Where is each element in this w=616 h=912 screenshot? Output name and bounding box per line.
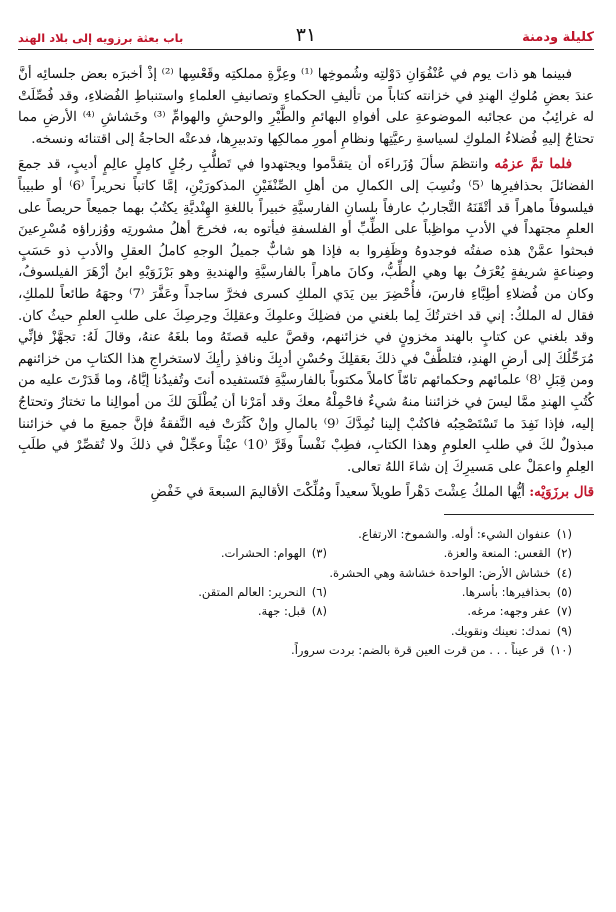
footnote-number: (١٠) <box>550 643 572 658</box>
footnote-text: نمدك: نعينك ونقويك. <box>450 623 551 638</box>
footnote-number: (٣) <box>311 546 327 561</box>
footnote-row <box>18 622 572 641</box>
paragraph-1: فبينما هو ذات يوم في عُنْفُوَانِ دَوْلتِه وشُموخِها ⁽¹⁾ وعِزَّةِ مملكتِه وقَعْسِها ⁽²⁾ إذْ أخبرَه بعض جلسائِه أنَّ عندَ بعضِ مُلوكِ الهندِ في خزانته كتاباً من تأليفِ الحكماءِ وتصانيفِ العلماءِ واستنباطِ الفُضلاءِ، وقد فُصِّلَتْ له غرائِبُ من عجائبه الموضوعةِ على أفواهِ البهائمِ والطَّيْرِ والوحشِ والهوامِّ ⁽³⁾ وخَشاشِ ⁽⁴⁾ الأرضِ مما تحتاجُ إليهِ فُضلاءُ الملوكِ لسياسةِ رعيَّتِها ونظامِ أمورِ ممالكِها وتدبيرِها، فدعتْه الحاجةُ إلى اقتنائه ونسخه. <box>18 67 594 147</box>
footnote-divider <box>444 514 594 515</box>
paragraph-3-text: أيُّها الملكُ عِشْتَ دَهْراً طويلاً سعيداً ومُلِّكْتَ الأقاليمَ السبعةَ في خَفْضِ <box>150 485 530 501</box>
rubric-heading: فلما تمَّ عزمُه <box>494 156 572 173</box>
paragraph-2 <box>18 154 594 478</box>
footnote-text: النحرير: العالم المتقن. <box>198 585 306 600</box>
footnote <box>198 583 327 602</box>
footnote <box>221 544 327 563</box>
footnote-number: (٥) <box>556 585 572 600</box>
footnote-number: (٤) <box>556 565 572 580</box>
footnote <box>327 602 572 621</box>
paragraph-3 <box>18 482 594 504</box>
footnote-row <box>18 564 572 583</box>
footnote-text: عفر وجهه: مرغه. <box>467 604 551 619</box>
footnote-row <box>18 525 572 544</box>
paragraph-2-text: وانتظمَ سألَ وُزَراءَه أن يتقدَّموا ويجتهدوا في تَطلُّبِ رجُلٍ كامِلٍ عالِمٍ أديبٍ، قد جمعَ الفضائلَ بحذافيرِها ⁽5⁾ ونُسِبَ إلى الكمالِ من أهلِ الصِّنْفَيْنِ المذكورَيْنِ، إمَّا كاتباً نحريراً ⁽6⁾ أو طبيباً فيلسوفاً ماهراً قد أتْقَنَهُ التَّجاربُ عارفاً بلسانِ الفارسيَّةِ خبيراً باللغةِ الهِنْديَّةِ يكتُبُ بهما جميعاً حريصاً على العلمِ مجتهداً في الأدبِ مواظِباً على الطِّبِّ أو الفلسفةِ فيأتوه به، فخرجَ أهلُ مشورتِه ووُزراؤه مُسْرِعينَ فبحثوا عمَّنْ هذه صفتُه فوجدوهُ وظَفِروا به فإذا هو شابٌّ جميلُ الوجهِ كاملُ العقلِ والأدبِ ذو حَسَبٍ وصِناعةٍ شريفةٍ يُعْرَفُ بها وهي الطِّبُّ، وكانَ ماهراً بالفارسيَّةِ والهنديةِ وهو بَرْزَوَيْهِ ابنُ أزْهَرَ الفيلسوفُ، وكان من فُضلاءِ أطِبَّاءِ فارسَ، فأُحْضِرَ بين يَدَي الملكِ كسرى فخرَّ ساجداً وعَفَّرَ ⁽7⁾ وجهَهُ طائعاً للملكِ، فقال له الملكُ: إني قد اخترتُكَ لِما بلغني من فضلِكَ وعلمِكَ وعقلِكَ وحِرصِكَ على طلبِ العلمِ حيثُ كان. وقد بلغني عن كتابٍ بالهند مخزونٍ في خزائنهم، وقصَّ عليه قصتَهُ وما بلغَهُ عنهُ، وقالَ لَهُ: تجهَّزْ فإنِّي مُرَحِّلُكَ إلى أرضِ الهندِ، فتلطَّفْ في ذلكَ بعَقلِكَ وحُسْنِ أدبِكَ ونافذِ رأيِكَ لاستخراجِ هذا الكتابِ من خزائنهم ومن قِبَلِ ⁽8⁾ علمائهم وحكمائهم تامّاً كاملاً مكتوباً بالفارسيَّةِ فتَستفيده أنتَ وتُفيدُنا إيَّاهُ، وما قَدَرْتَ عليه من كُتُبِ الهندِ ممَّا ليسَ في خزائننا منهُ شيءٌ فاحْمِلْهُ معكَ وقد أمَرْنا أن يُطْلَقَ لكَ من أموالِنا ما تختارُ وتحتاجُ إليه، فإذا نَفِدَ ما تَسْتَصْحِبُه فاكتُبْ إلينا نُمِدَّكَ ⁽9⁾ بالمالِ وإنْ كَثُرَتْ فيه النَّفقةُ فإنَّ جميعَ ما في خزائننا مبذولٌ لكَ في طلبِ العلومِ وهذا الكتابِ، فطِبْ نَفْساً وقَرَّ ⁽10⁾ عيْناً وعجِّلْ في ذلكَ ولا تُقصِّرْ في طلَبِ العِلمِ واعمَلْ على مَسيرِكَ إن شاءَ اللهُ تعالى. <box>18 157 595 475</box>
chapter-title: باب بعثة برزويه إلى بلاد الهند <box>18 31 184 45</box>
page-number: ٣١ <box>295 24 317 46</box>
footnote-text: بحذافيرها: بأسرها. <box>461 585 551 600</box>
page-header <box>18 12 594 50</box>
footnote-text: عنفوان الشيء: أوله. والشموخ: الارتفاع. <box>358 526 551 541</box>
rubric-heading: قال برزَوَيْه: <box>529 484 594 501</box>
book-title: كليلة ودمنة <box>522 30 594 45</box>
footnotes <box>18 525 594 661</box>
footnote <box>327 583 572 602</box>
footnote-text: قر عيناً . . . من قرت العين قرة بالضم: بردت سروراً. <box>291 643 545 658</box>
book-page <box>0 12 616 912</box>
footnote-row <box>18 641 572 660</box>
main-text <box>18 64 594 504</box>
footnote <box>291 641 572 660</box>
footnote-row <box>18 544 572 563</box>
footnote-text: خشاش الأرض: الواحدة خشاشة وهي الحشرة. <box>329 565 551 580</box>
footnote-text: القعس: المنعة والعزة. <box>443 546 551 561</box>
footnote <box>258 602 327 621</box>
footnote-number: (٩) <box>556 623 572 638</box>
footnote <box>329 564 572 583</box>
footnote-number: (٨) <box>311 604 327 619</box>
footnote <box>358 525 572 544</box>
footnote-number: (٧) <box>556 604 572 619</box>
footnote-text: الهوام: الحشرات. <box>220 546 306 561</box>
footnote-row <box>18 583 572 602</box>
footnote <box>451 622 572 641</box>
footnote-text: قبل: جهة. <box>257 604 306 619</box>
footnote <box>327 544 572 563</box>
footnote-number: (١) <box>556 526 572 541</box>
footnote-number: (٦) <box>311 585 327 600</box>
footnote-row <box>18 602 572 621</box>
footnote-number: (٢) <box>556 546 572 561</box>
